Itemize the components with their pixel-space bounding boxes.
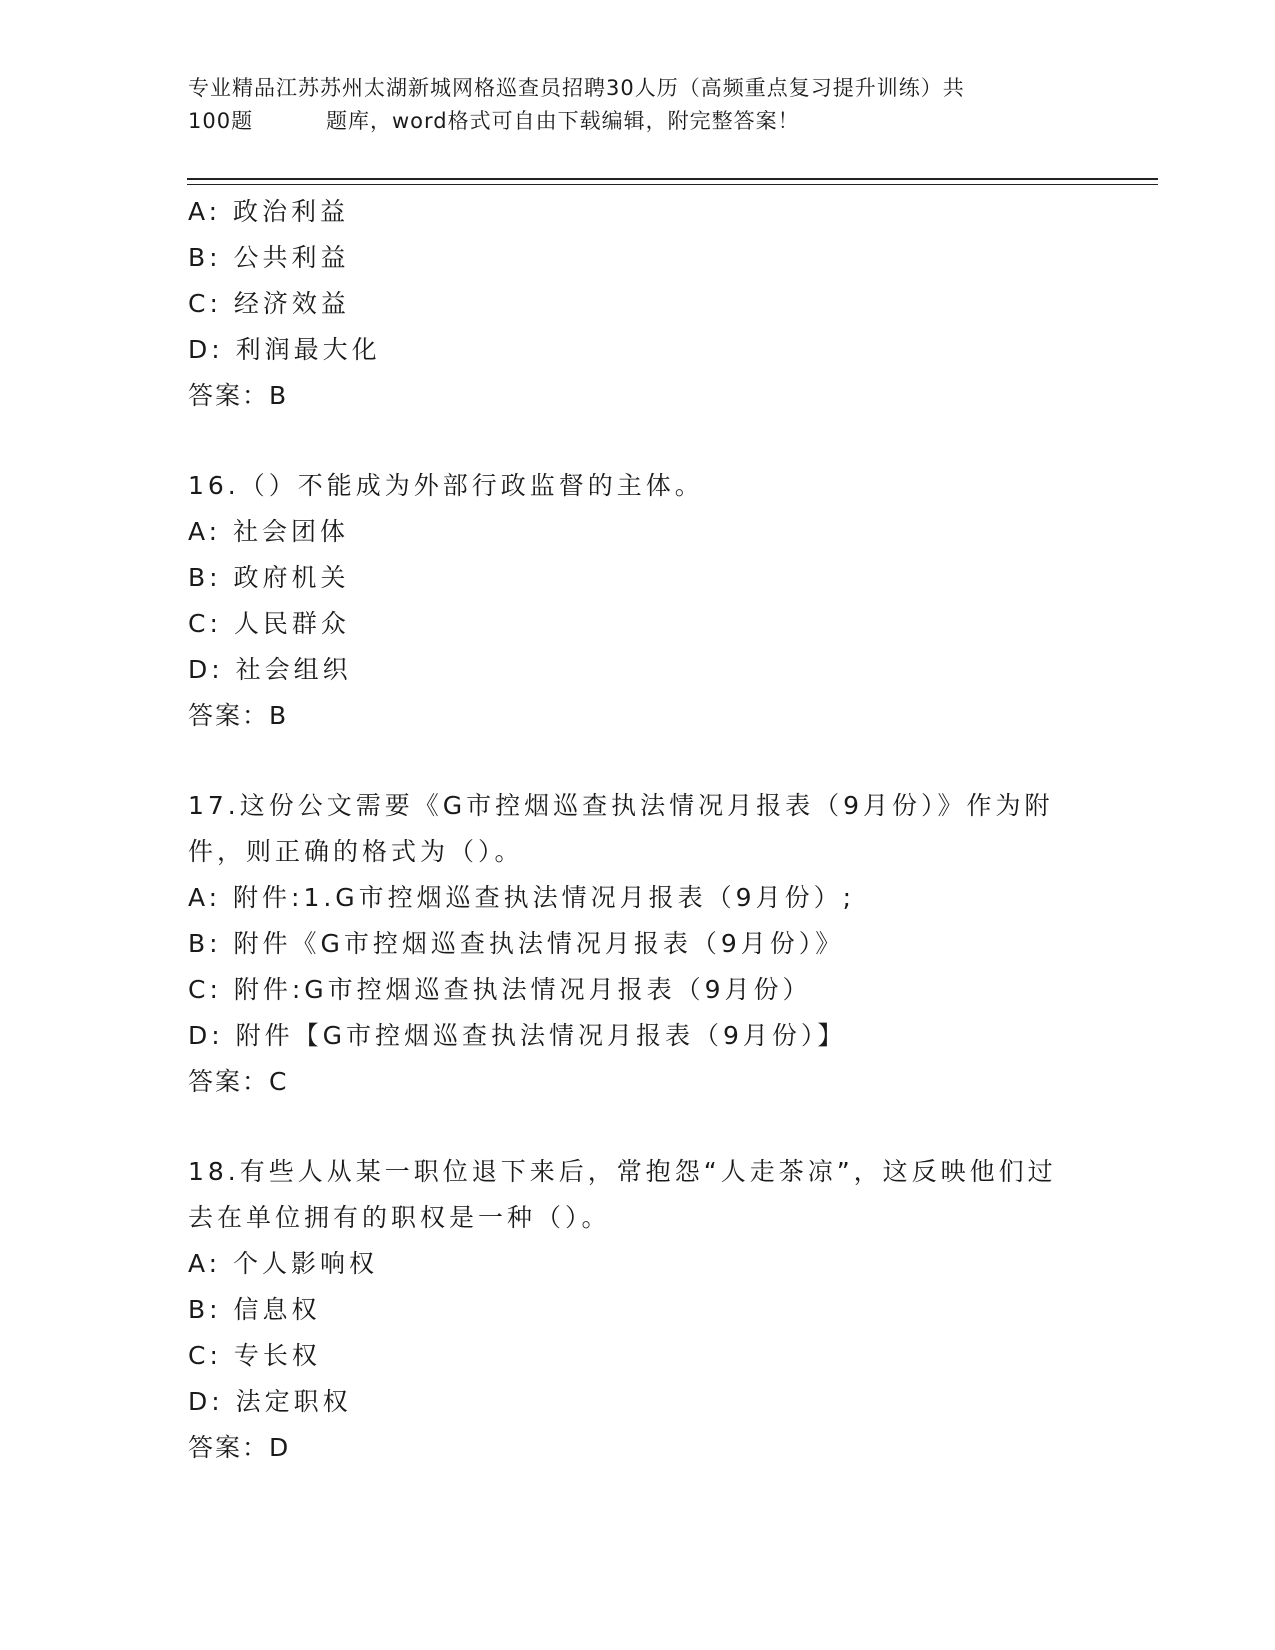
option-d: D: 法定职权 bbox=[188, 1387, 352, 1416]
option-a: A: 社会团体 bbox=[188, 517, 350, 546]
question-text-line-2: 去在单位拥有的职权是一种（）。 bbox=[188, 1203, 611, 1232]
question-text-line-1: 17.这份公文需要《G市控烟巡查执法情况月报表（9月份）》作为附 bbox=[188, 791, 1054, 820]
question-18-block bbox=[188, 1149, 1088, 1471]
document-header bbox=[188, 72, 1088, 138]
option-c: C: 专长权 bbox=[188, 1341, 321, 1370]
header-divider-thin bbox=[187, 184, 1158, 185]
question-15-block bbox=[188, 189, 1088, 419]
option-b: B: 公共利益 bbox=[188, 243, 350, 272]
question-text-line-1: 18.有些人从某一职位退下来后，常抱怨“人走茶凉”，这反映他们过 bbox=[188, 1157, 1057, 1186]
question-17-block bbox=[188, 783, 1088, 1105]
option-b: B: 政府机关 bbox=[188, 563, 350, 592]
document-body bbox=[188, 189, 1088, 1471]
option-d: D: 利润最大化 bbox=[188, 335, 381, 364]
header-divider-thick bbox=[187, 178, 1158, 180]
option-d: D: 附件【G市控烟巡查执法情况月报表（9月份）】 bbox=[188, 1021, 847, 1050]
option-a: A: 个人影响权 bbox=[188, 1249, 379, 1278]
answer: 答案：B bbox=[188, 701, 289, 730]
option-b: B: 附件《G市控烟巡查执法情况月报表（9月份）》 bbox=[188, 929, 845, 958]
header-line-1: 专业精品江苏苏州太湖新城网格巡查员招聘30人历（高频重点复习提升训练）共 bbox=[188, 76, 965, 100]
option-a: A: 政治利益 bbox=[188, 197, 350, 226]
header-question-count: 100题 bbox=[188, 109, 254, 133]
option-b: B: 信息权 bbox=[188, 1295, 321, 1324]
option-a: A: 附件:1.G市控烟巡查执法情况月报表（9月份）; bbox=[188, 883, 856, 912]
header-line-2 bbox=[188, 105, 1088, 138]
question-16-block bbox=[188, 463, 1088, 739]
option-d: D: 社会组织 bbox=[188, 655, 352, 684]
header-line-2-text: 题库，word格式可自由下载编辑，附完整答案！ bbox=[326, 109, 800, 133]
answer: 答案：C bbox=[188, 1067, 289, 1096]
answer: 答案：B bbox=[188, 381, 289, 410]
option-c: C: 人民群众 bbox=[188, 609, 350, 638]
question-text-line-2: 件，则正确的格式为（）。 bbox=[188, 837, 524, 866]
answer: 答案：D bbox=[188, 1433, 291, 1462]
question-text: 16.（）不能成为外部行政监督的主体。 bbox=[188, 471, 704, 500]
option-c: C: 经济效益 bbox=[188, 289, 350, 318]
option-c: C: 附件:G市控烟巡查执法情况月报表（9月份） bbox=[188, 975, 812, 1004]
